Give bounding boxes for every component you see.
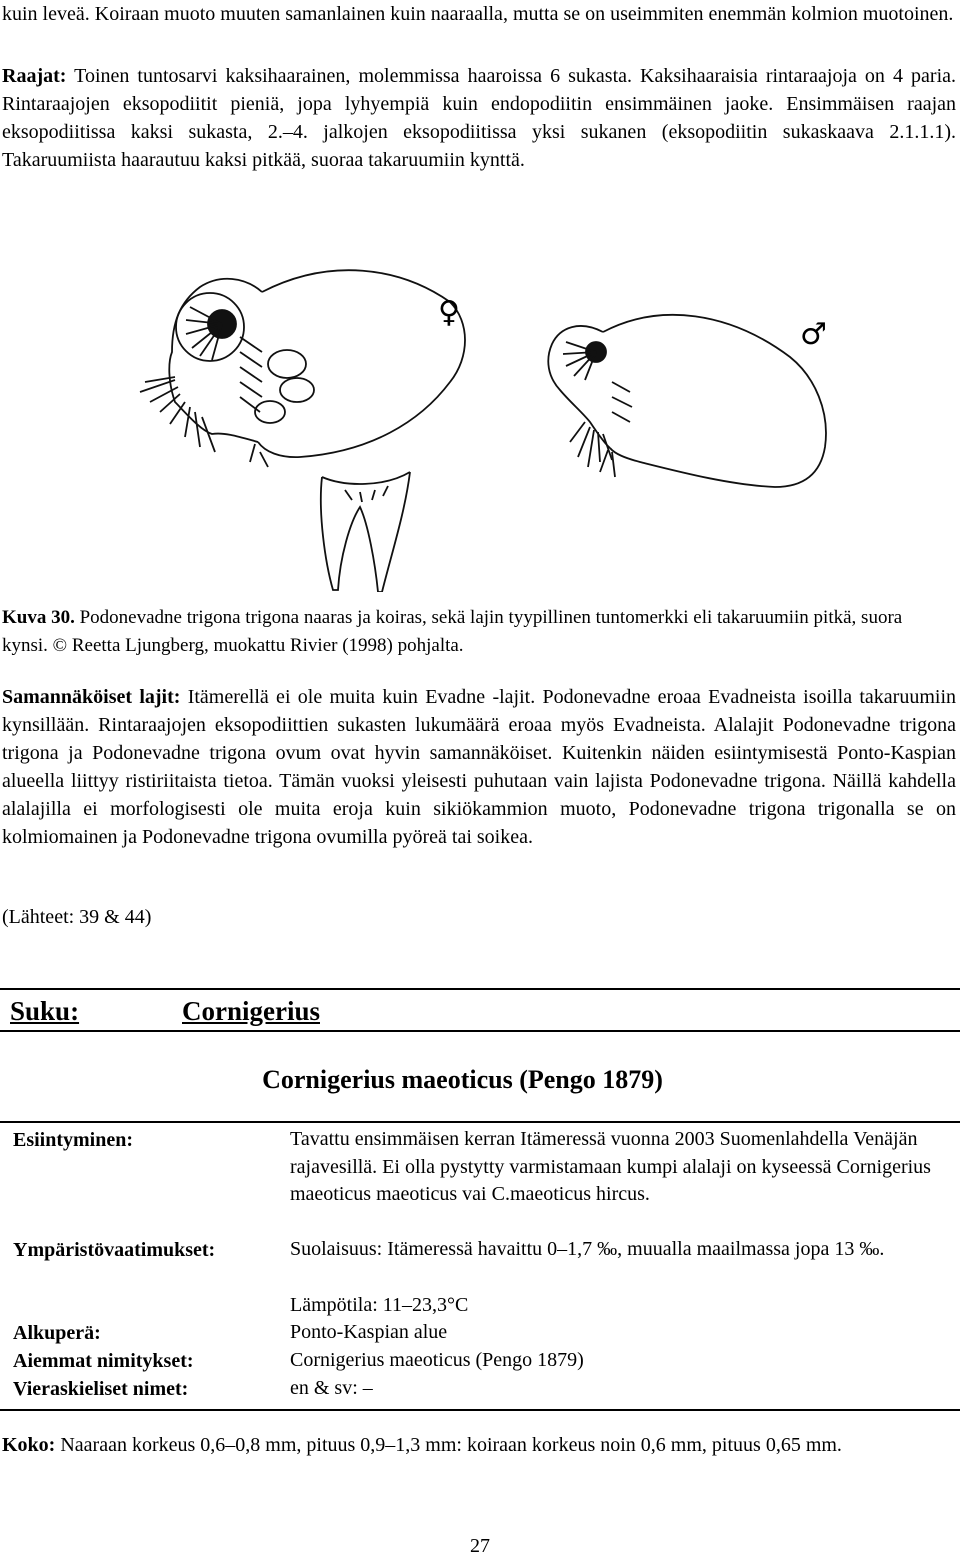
limbs-label: Raajat: <box>2 65 67 87</box>
caption-text: Podonevadne trigona trigona naaras ja koiras, sekä lajin tyypillinen tuntomerkki eli takaruumiin pitkä, suora kynsi. © Reetta Ljungberg, muokattu Rivier (1998) pohjalta. <box>2 607 903 656</box>
environment-salinity: Suolaisuus: Itämeressä havaittu 0–1,7 ‰, muualla maailmassa jopa 13 ‰. <box>290 1238 885 1260</box>
male-body-outline <box>603 315 826 487</box>
origin-value: Ponto-Kaspian alue <box>290 1321 448 1343</box>
male-tail <box>600 450 615 477</box>
figure-caption <box>2 604 952 660</box>
similar-species-label: Samannäköiset lajit: <box>2 686 181 708</box>
species-title: Cornigerius maeoticus (Pengo 1879) <box>262 1065 663 1094</box>
limbs-paragraph <box>2 62 956 174</box>
occurrence-label: Esiintyminen: <box>13 1129 134 1151</box>
genus-label: Suku: <box>10 996 80 1026</box>
occurrence-value: Tavattu ensimmäisen kerran Itämeressä vuonna 2003 Suomenlahdella Venäjän rajavesillä. Ei olla pystytty varmistamaan kumpi alalaji on kyseessä Cornigerius maeoticus maeoticus vai C.maeoticus hircus. <box>290 1128 931 1205</box>
podonevadne-drawing <box>0 262 960 592</box>
sources-text: (Lähteet: 39 & 44) <box>2 906 152 928</box>
environment-temperature: Lämpötila: 11–23,3°C <box>290 1294 469 1316</box>
size-text: Naaraan korkeus 0,6–0,8 mm, pituus 0,9–1,3 mm: koiraan korkeus noin 0,6 mm, pituus 0,65 mm. <box>55 1434 842 1456</box>
female-egg-2 <box>280 378 314 402</box>
male-appendages <box>570 422 612 467</box>
male-symbol: ♂ <box>800 317 827 352</box>
former-names-label: Aiemmat nimitykset: <box>13 1350 194 1372</box>
tail-claw <box>321 472 410 592</box>
claw-hatching <box>345 486 388 502</box>
female-egg-1 <box>268 350 306 378</box>
genus-name: Cornigerius <box>182 996 320 1026</box>
environment-label: Ympäristövaatimukset: <box>13 1239 216 1261</box>
female-body-outline <box>258 270 465 457</box>
origin-label: Alkuperä: <box>13 1322 101 1344</box>
female-appendages <box>140 377 215 452</box>
info-table-bottom-rule <box>0 1409 960 1411</box>
caption-label: Kuva 30. <box>2 607 75 628</box>
male-legs <box>612 382 632 422</box>
similar-species-text: Itämerellä ei ole muita kuin Evadne -lajit. Podonevadne eroaa Evadneista isoilla takaruumiin kynsillään. Rintaraajojen eksopodiittien sukasten lukumäärä eroaa myös Evadneista. Alalajit Podonevadne trigona trigona ja Podonevadne trigona ovum ovat hyvin samannäköiset. Kuitenkin näiden esiintymisestä Ponto-Kaspian alueella liittyy ristiriitaista tietoa. Tämän vuoksi yleisesti puhutaan vain lajista Podonevadne trigona. Näillä kahdella alalajilla ei morfologisesti ole muita eroja kuin sikiökammion muoto, Podonevadne trigona trigonalla se on kolmiomainen ja Podonevadne trigona ovumilla pyöreä tai soikea. <box>2 686 957 848</box>
intro-paragraph <box>2 0 956 28</box>
foreign-names-label: Vieraskieliset nimet: <box>13 1378 189 1400</box>
limbs-text: Toinen tuntosarvi kaksihaarainen, molemmissa haaroissa 6 sukasta. Kaksihaaraisia rintaraajoja on 4 paria. Rintaraajojen eksopodiitit pieniä, jopa lyhyempiä kuin endopodiitin ensimmäinen jaoke. Ensimmäisen raajan eksopodiitissa kaksi sukasta, 2.–4. jalkojen eksopodiitissa yksi sukanen (eksopodiitin sukaskaava 2.1.1.1). Takaruumiista haarautuu kaksi pitkää, suoraa takaruumiin kynttä. <box>2 65 956 171</box>
info-table-top-rule <box>0 1121 960 1123</box>
size-paragraph <box>2 1431 956 1459</box>
similar-species-paragraph <box>2 683 956 851</box>
foreign-names-value: en & sv: – <box>290 1377 373 1399</box>
size-label: Koko: <box>2 1434 56 1456</box>
female-symbol: ♀ <box>438 295 460 330</box>
female-tail <box>250 444 268 467</box>
figure-podonevadne <box>0 262 960 592</box>
page-number: 27 <box>470 1535 490 1557</box>
genus-header <box>0 988 960 1032</box>
intro-text: kuin leveä. Koiraan muoto muuten samanlainen kuin naaraalla, mutta se on useimmiten enemmän kolmion muotoinen. <box>2 3 954 25</box>
female-legs <box>240 337 262 412</box>
former-names-value: Cornigerius maeoticus (Pengo 1879) <box>290 1349 584 1371</box>
sources-line <box>2 903 956 931</box>
